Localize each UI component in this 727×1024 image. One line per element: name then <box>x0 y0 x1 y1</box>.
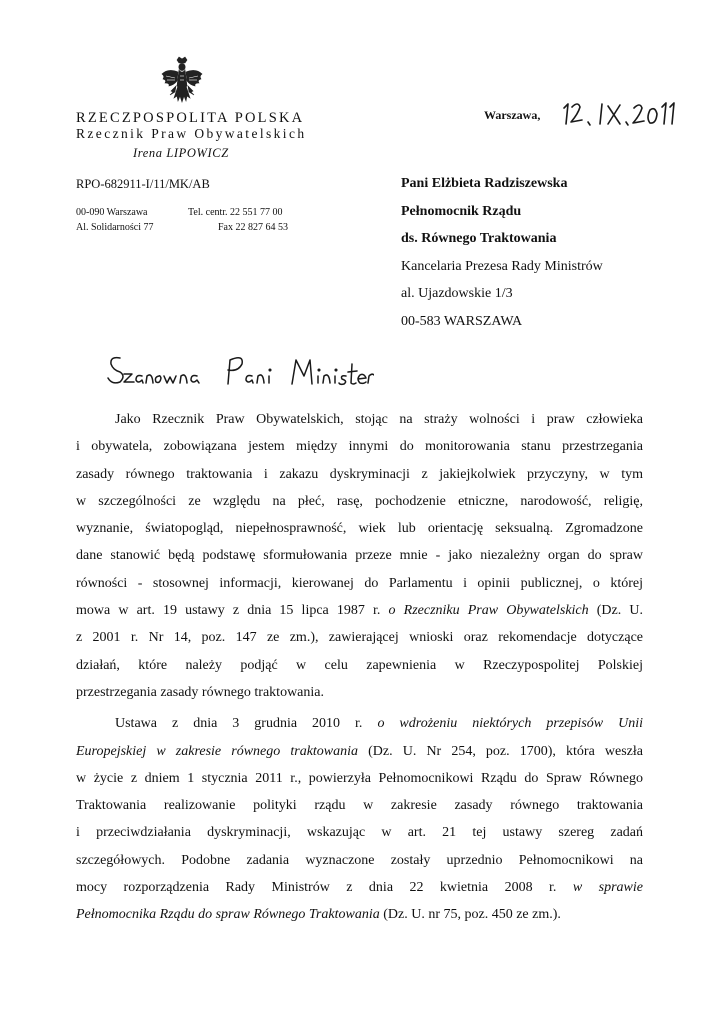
body-line: w szczególności ze względu na płeć, rasę, pochodzenie etniczne, narodowość, religię, <box>76 493 643 509</box>
body-line <box>76 738 643 765</box>
recipient-line: ds. Równego Traktowania <box>401 231 557 246</box>
body-line: Traktowania realizowanie polityki rządu w zakresie zasady równego traktowania <box>76 798 643 814</box>
letter-body <box>76 406 643 929</box>
body-line: z 2001 r. Nr 14, poz. 147 ze zm.), zawierającej wnioski oraz rekomendacje dotyczące <box>76 630 643 646</box>
body-line: szczegółowych. Podobne zadania wyznaczone zostały uprzednio Pełnomocnikowi na <box>76 852 643 868</box>
recipient-line: Kancelaria Prezesa Rady Ministrów <box>401 258 603 274</box>
recipient-line: Pani Elżbieta Radziszewska <box>401 176 568 191</box>
recipient-line: al. Ujazdowskie 1/3 <box>401 286 513 301</box>
signer-name: Irena LIPOWICZ <box>133 146 229 160</box>
body-line: zasady równego traktowania i zakazu dyskryminacji z jakiejkolwiek przyczyny, w tym <box>76 466 643 482</box>
body-line: Jako Rzecznik Praw Obywatelskich, stojąc na straży wolności i praw człowieka <box>115 412 643 427</box>
italic-citation: o wdrożeniu niektórych przepisów Unii <box>377 716 643 732</box>
recipient-line: Pełnomocnik Rządu <box>401 203 522 219</box>
body-line: w życie z dniem 1 stycznia 2011 r., powierzyła Pełnomocnikowi Rządu do Spraw Równego <box>76 770 643 786</box>
text-span: (Dz. U. nr 75, poz. 450 ze zm.). <box>379 907 561 923</box>
office-address <box>76 205 154 235</box>
body-line: wyznanie, światopogląd, niepełnosprawność, wiek lub orientację seksualną. Zgromadzone <box>76 521 643 537</box>
italic-citation: o Rzeczniku Praw Obywatelskich <box>388 603 589 619</box>
body-line <box>76 597 643 624</box>
italic-citation: Europejskiej w zakresie równego traktowania <box>76 743 359 759</box>
paragraph <box>76 710 643 928</box>
handwritten-salutation <box>104 350 374 396</box>
office-line2: Rzecznik Praw Obywatelskich <box>76 126 307 141</box>
body-line: równości - stosownej informacji, kierowanej do Parlamentu i opinii publicznej, o której <box>76 575 643 591</box>
body-line: i przeciwdziałania dyskryminacji, wskazując w art. 21 tej ustawy szereg zadań <box>76 825 643 841</box>
body-line: działań, które należy podjąć w celu zapewnienia w Rzeczypospolitej Polskiej <box>76 657 643 673</box>
phone-line: Tel. centr. 22 551 77 00 <box>188 207 283 218</box>
address-line: 00-090 Warszawa <box>76 207 148 218</box>
body-line: dane stanowić będą podstawę sformułowania przeze mnie - jako niezależny organ do spraw <box>76 548 643 564</box>
fax-line: Fax 22 827 64 53 <box>218 222 288 233</box>
body-line <box>76 874 643 901</box>
text-span: (Dz. U. <box>588 603 643 619</box>
reference-number: RPO-682911-I/11/MK/AB <box>76 177 210 191</box>
recipient-block <box>401 170 603 335</box>
handwritten-date <box>558 98 678 132</box>
office-line1: RZECZPOSPOLITA POLSKA <box>76 110 305 126</box>
body-line: i obywatela, zobowiązana jestem między innymi do monitorowania stanu przestrzegania <box>76 439 643 455</box>
body-line <box>76 901 643 928</box>
office-phone <box>188 205 288 235</box>
recipient-line: 00-583 WARSZAWA <box>401 313 523 329</box>
text-span: (Dz. U. Nr 254, poz. 1700), która weszła <box>358 743 643 759</box>
italic-citation: Pełnomocnika Rządu do spraw Równego Traktowania <box>76 907 380 923</box>
paragraph <box>76 406 643 706</box>
address-line: Al. Solidarności 77 <box>76 222 154 233</box>
place-label: Warszawa, <box>484 108 541 122</box>
body-line <box>76 710 643 737</box>
body-line: przestrzegania zasady równego traktowania. <box>76 684 324 700</box>
text-span: mocy rozporządzenia Rady Ministrów z dnia 22 kwietnia 2008 r. <box>76 880 573 896</box>
eagle-emblem-icon <box>160 56 204 108</box>
text-span: mowa w art. 19 ustawy z dnia 15 lipca 1987 r. <box>76 603 389 619</box>
italic-citation: w sprawie <box>572 880 643 896</box>
office-name <box>76 110 307 142</box>
text-span: Ustawa z dnia 3 grudnia 2010 r. <box>115 716 378 732</box>
